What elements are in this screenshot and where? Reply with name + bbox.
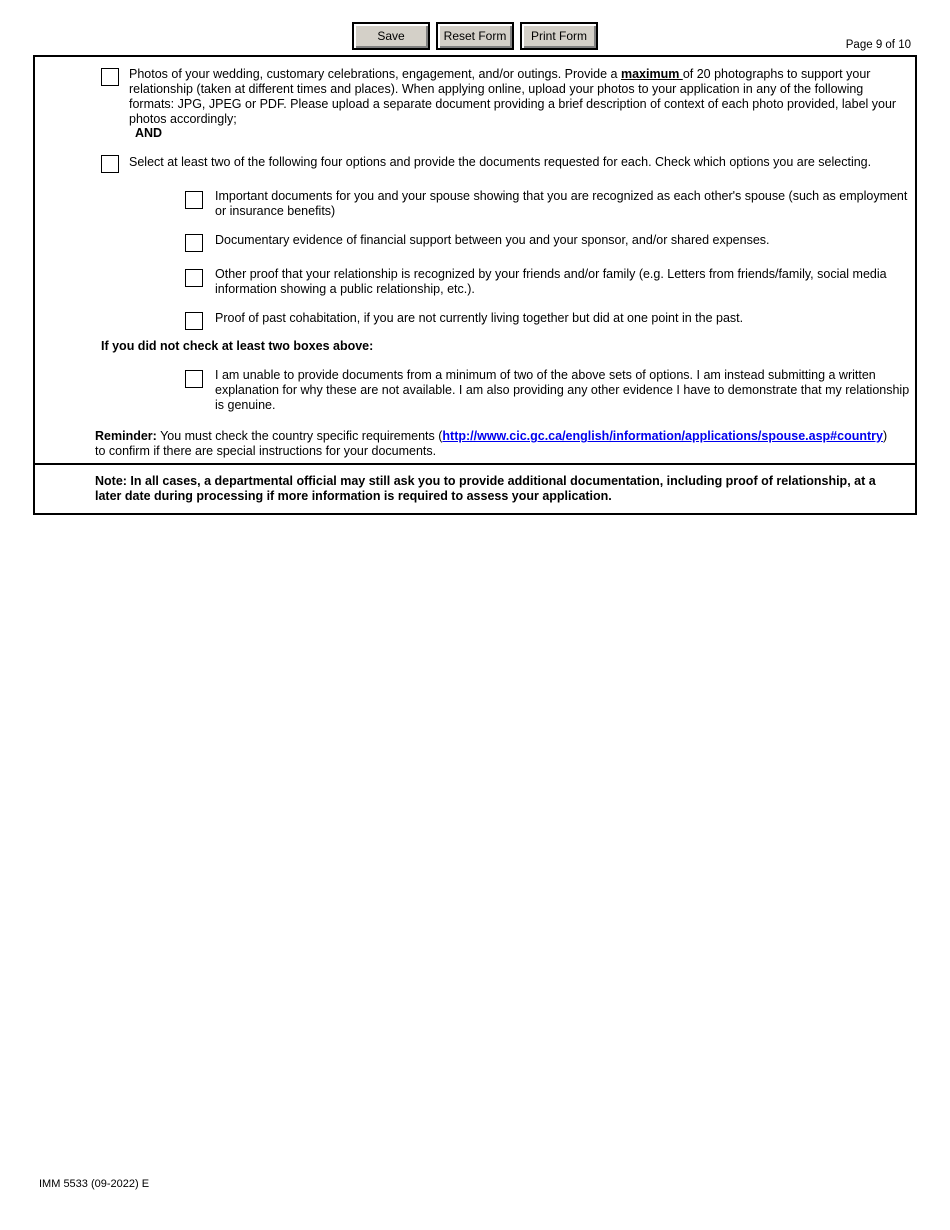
note-section [33, 463, 917, 515]
photos-item-text [129, 67, 905, 127]
reminder-text-before: You must check the country specific requirements ( [156, 429, 443, 443]
option-past-cohabitation-text: Proof of past cohabitation, if you are not currently living together but did at one point in the past. [215, 311, 744, 325]
print-form-button[interactable]: Print Form [520, 22, 598, 50]
page-number: Page 9 of 10 [845, 39, 911, 51]
form-toolbar [0, 22, 950, 52]
select-options-checkbox[interactable] [101, 155, 119, 173]
photos-text-before: Photos of your wedding, customary celebrations, engagement, and/or outings. Provide a [129, 67, 621, 81]
reminder-text-after: ) to confirm if there are special instructions for your documents. [95, 429, 888, 458]
photos-text-after: of 20 photographs to support your relationship (taken at different times and places). When applying online, upload your photos to your application in any of the following formats: JPG, JPEG or PDF. Please upload a separate document providing a brief description of context of each photo provided, label your photos accordingly; [129, 67, 897, 126]
save-button[interactable]: Save [352, 22, 430, 50]
reset-form-button[interactable]: Reset Form [436, 22, 514, 50]
documents-checklist-section [33, 55, 917, 464]
option-financial-support-checkbox[interactable] [185, 234, 203, 252]
option-past-cohabitation-checkbox[interactable] [185, 312, 203, 330]
reminder-text [95, 429, 895, 459]
photos-checkbox[interactable] [101, 68, 119, 86]
country-requirements-link[interactable]: http://www.cic.gc.ca/english/information/applications/spouse.asp#country [442, 429, 883, 443]
reminder-label: Reminder: [95, 429, 157, 443]
note-text: Note: In all cases, a departmental official may still ask you to provide additional documentation, including proof of relationship, at a later date during processing if more information is required to assess your application. [95, 474, 876, 503]
option-spouse-recognition-text: Important documents for you and your spouse showing that you are recognized as each other's spouse (such as employment or insurance benefits) [215, 189, 908, 218]
fallback-explanation-text: I am unable to provide documents from a minimum of two of the above sets of options. I am instead submitting a written explanation for why these are not available. I am also providing any other evidence I have to demonstrate that my relationship is genuine. [215, 368, 910, 412]
and-conjunction: AND [135, 126, 163, 140]
form-code: IMM 5533 (09-2022) E [39, 1178, 150, 1190]
option-friends-family-text: Other proof that your relationship is recognized by your friends and/or family (e.g. Letters from friends/family, social media information showing a public relationship, etc.). [215, 267, 887, 296]
fallback-explanation-checkbox[interactable] [185, 370, 203, 388]
fallback-heading: If you did not check at least two boxes above: [101, 339, 374, 353]
option-friends-family-checkbox[interactable] [185, 269, 203, 287]
option-spouse-recognition-checkbox[interactable] [185, 191, 203, 209]
select-options-text: Select at least two of the following four options and provide the documents requested for each. Check which options you are selecting. [129, 155, 872, 169]
photos-maximum-emphasis: maximum [620, 67, 683, 81]
option-financial-support-text: Documentary evidence of financial support between you and your sponsor, and/or shared expenses. [215, 233, 770, 247]
